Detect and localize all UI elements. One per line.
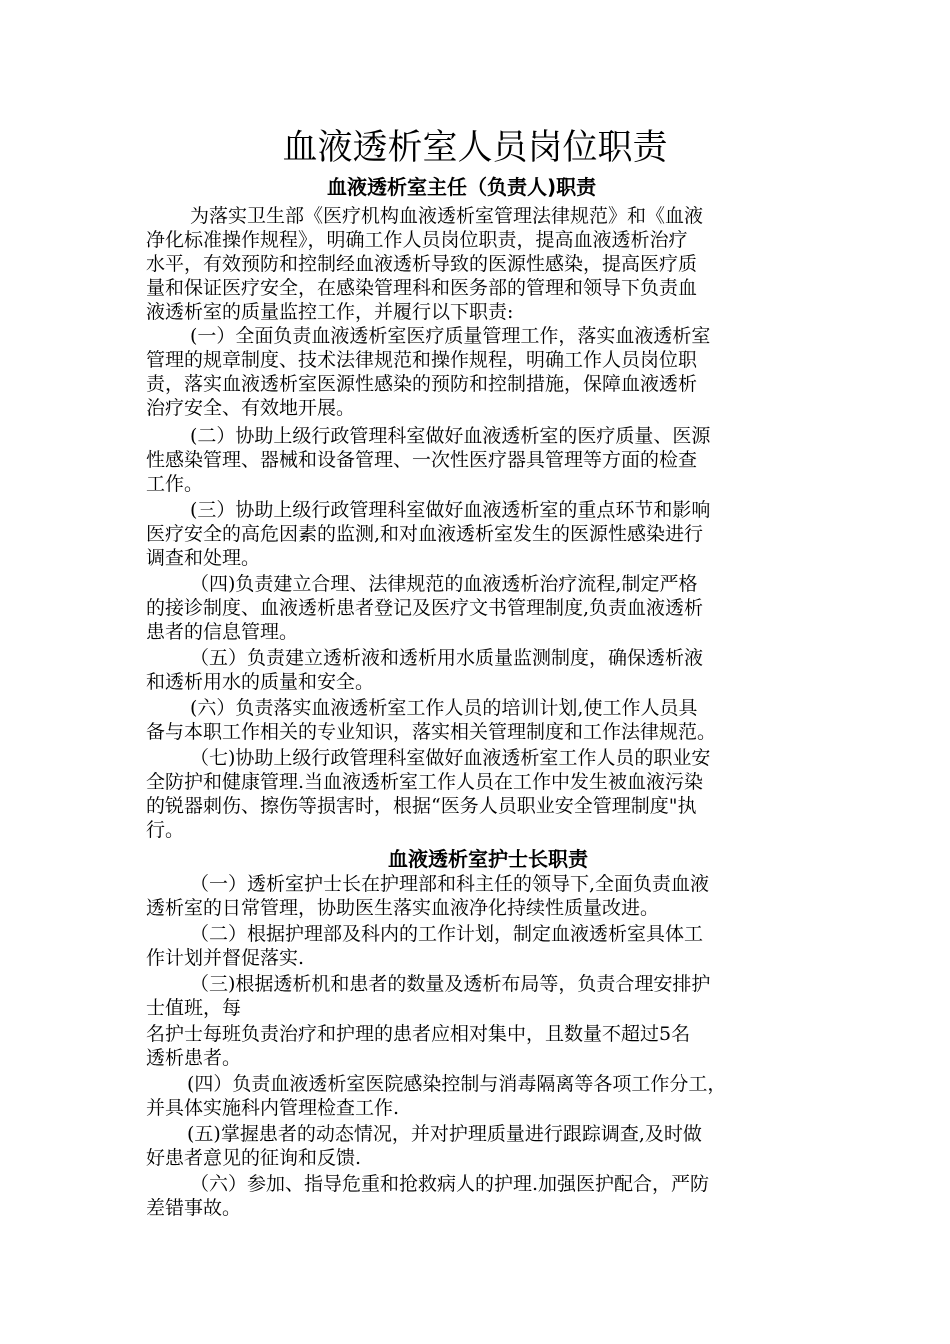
body-line: （三)根据透析机和患者的数量及透析布局等，负责合理安排护 xyxy=(190,973,711,995)
body-line: 性感染管理、器械和设备管理、一次性医疗器具管理等方面的检查 xyxy=(146,449,698,471)
body-line: 和透析用水的质量和安全。 xyxy=(146,671,375,693)
body-line: 透析患者。 xyxy=(146,1047,242,1069)
body-line: 行。 xyxy=(146,819,185,841)
body-line: 液透析室的质量监控工作，并履行以下职责: xyxy=(146,301,514,323)
section-heading-director: 血液透析室主任（负责人)职责 xyxy=(327,175,597,199)
body-line: 备与本职工作相关的专业知识，落实相关管理制度和工作法律规范。 xyxy=(146,721,717,743)
body-line: 全防护和健康管理.当血液透析室工作人员在工作中发生被血液污染 xyxy=(146,771,704,793)
body-line: 作计划并督促落实. xyxy=(146,947,305,969)
body-line: (四）负责血液透析室医院感染控制与消毒隔离等各项工作分工， xyxy=(187,1073,727,1095)
body-line: (二）协助上级行政管理科室做好血液透析室的医疗质量、医源 xyxy=(190,425,711,447)
body-line: 士值班，每 xyxy=(146,997,242,1019)
body-line: （一）透析室护士长在护理部和科主任的领导下,全面负责血液 xyxy=(190,873,710,895)
body-line: （二）根据护理部及科内的工作计划，制定血液透析室具体工 xyxy=(190,923,704,945)
body-line: （七)协助上级行政管理科室做好血液透析室工作人员的职业安 xyxy=(190,747,711,769)
body-line: 患者的信息管理。 xyxy=(146,621,299,643)
body-line: 责，落实血液透析室医源性感染的预防和控制措施，保障血液透析 xyxy=(146,373,698,395)
body-line: 管理的规章制度、技术法律规范和操作规程，明确工作人员岗位职 xyxy=(146,349,698,371)
body-line: (五)掌握患者的动态情况，并对护理质量进行跟踪调查,及时做 xyxy=(187,1123,702,1145)
body-line: (一）全面负责血液透析室医疗质量管理工作，落实血液透析室 xyxy=(190,325,711,347)
body-line: 为落实卫生部《医疗机构血液透析室管理法律规范》和《血液 xyxy=(190,205,704,227)
body-line: 治疗安全、有效地开展。 xyxy=(146,397,356,419)
body-line: 调查和处理。 xyxy=(146,547,261,569)
body-line: （五）负责建立透析液和透析用水质量监测制度，确保透析液 xyxy=(190,647,704,669)
body-line: 净化标准操作规程》，明确工作人员岗位职责，提高血液透析治疗 xyxy=(146,229,688,251)
document-title: 血液透析室人员岗位职责 xyxy=(282,128,668,168)
body-line: 的锐器刺伤、擦伤等损害时，根据“医务人员职业安全管理制度"执 xyxy=(146,795,697,817)
body-line: 工作。 xyxy=(146,473,204,495)
body-line: 好患者意见的征询和反馈. xyxy=(146,1147,362,1169)
body-line: 差错事故。 xyxy=(146,1197,242,1219)
body-line: 水平，有效预防和控制经血液透析导致的医源性感染，提高医疗质 xyxy=(146,253,698,275)
body-line: 量和保证医疗安全，在感染管理科和医务部的管理和领导下负责血 xyxy=(146,277,698,299)
body-line: 医疗安全的高危因素的监测,和对血液透析室发生的医源性感染进行 xyxy=(146,523,704,545)
body-line: (三）协助上级行政管理科室做好血液透析室的重点环节和影响 xyxy=(190,499,711,521)
body-line: （四)负责建立合理、法律规范的血液透析治疗流程,制定严格 xyxy=(190,573,698,595)
body-line: (六）负责落实血液透析室工作人员的培训计划,使工作人员具 xyxy=(190,697,698,719)
body-line: 名护士每班负责治疗和护理的患者应相对集中，且数量不超过5名 xyxy=(146,1023,691,1045)
body-line: 透析室的日常管理，协助医生落实血液净化持续性质量改进。 xyxy=(146,897,660,919)
body-line: 并具体实施科内管理检查工作. xyxy=(146,1097,400,1119)
body-line: 的接诊制度、血液透析患者登记及医疗文书管理制度,负责血液透析 xyxy=(146,597,704,619)
section-heading-head-nurse: 血液透析室护士长职责 xyxy=(388,847,588,871)
body-line: （六）参加、指导危重和抢救病人的护理.加强医护配合，严防 xyxy=(190,1173,710,1195)
